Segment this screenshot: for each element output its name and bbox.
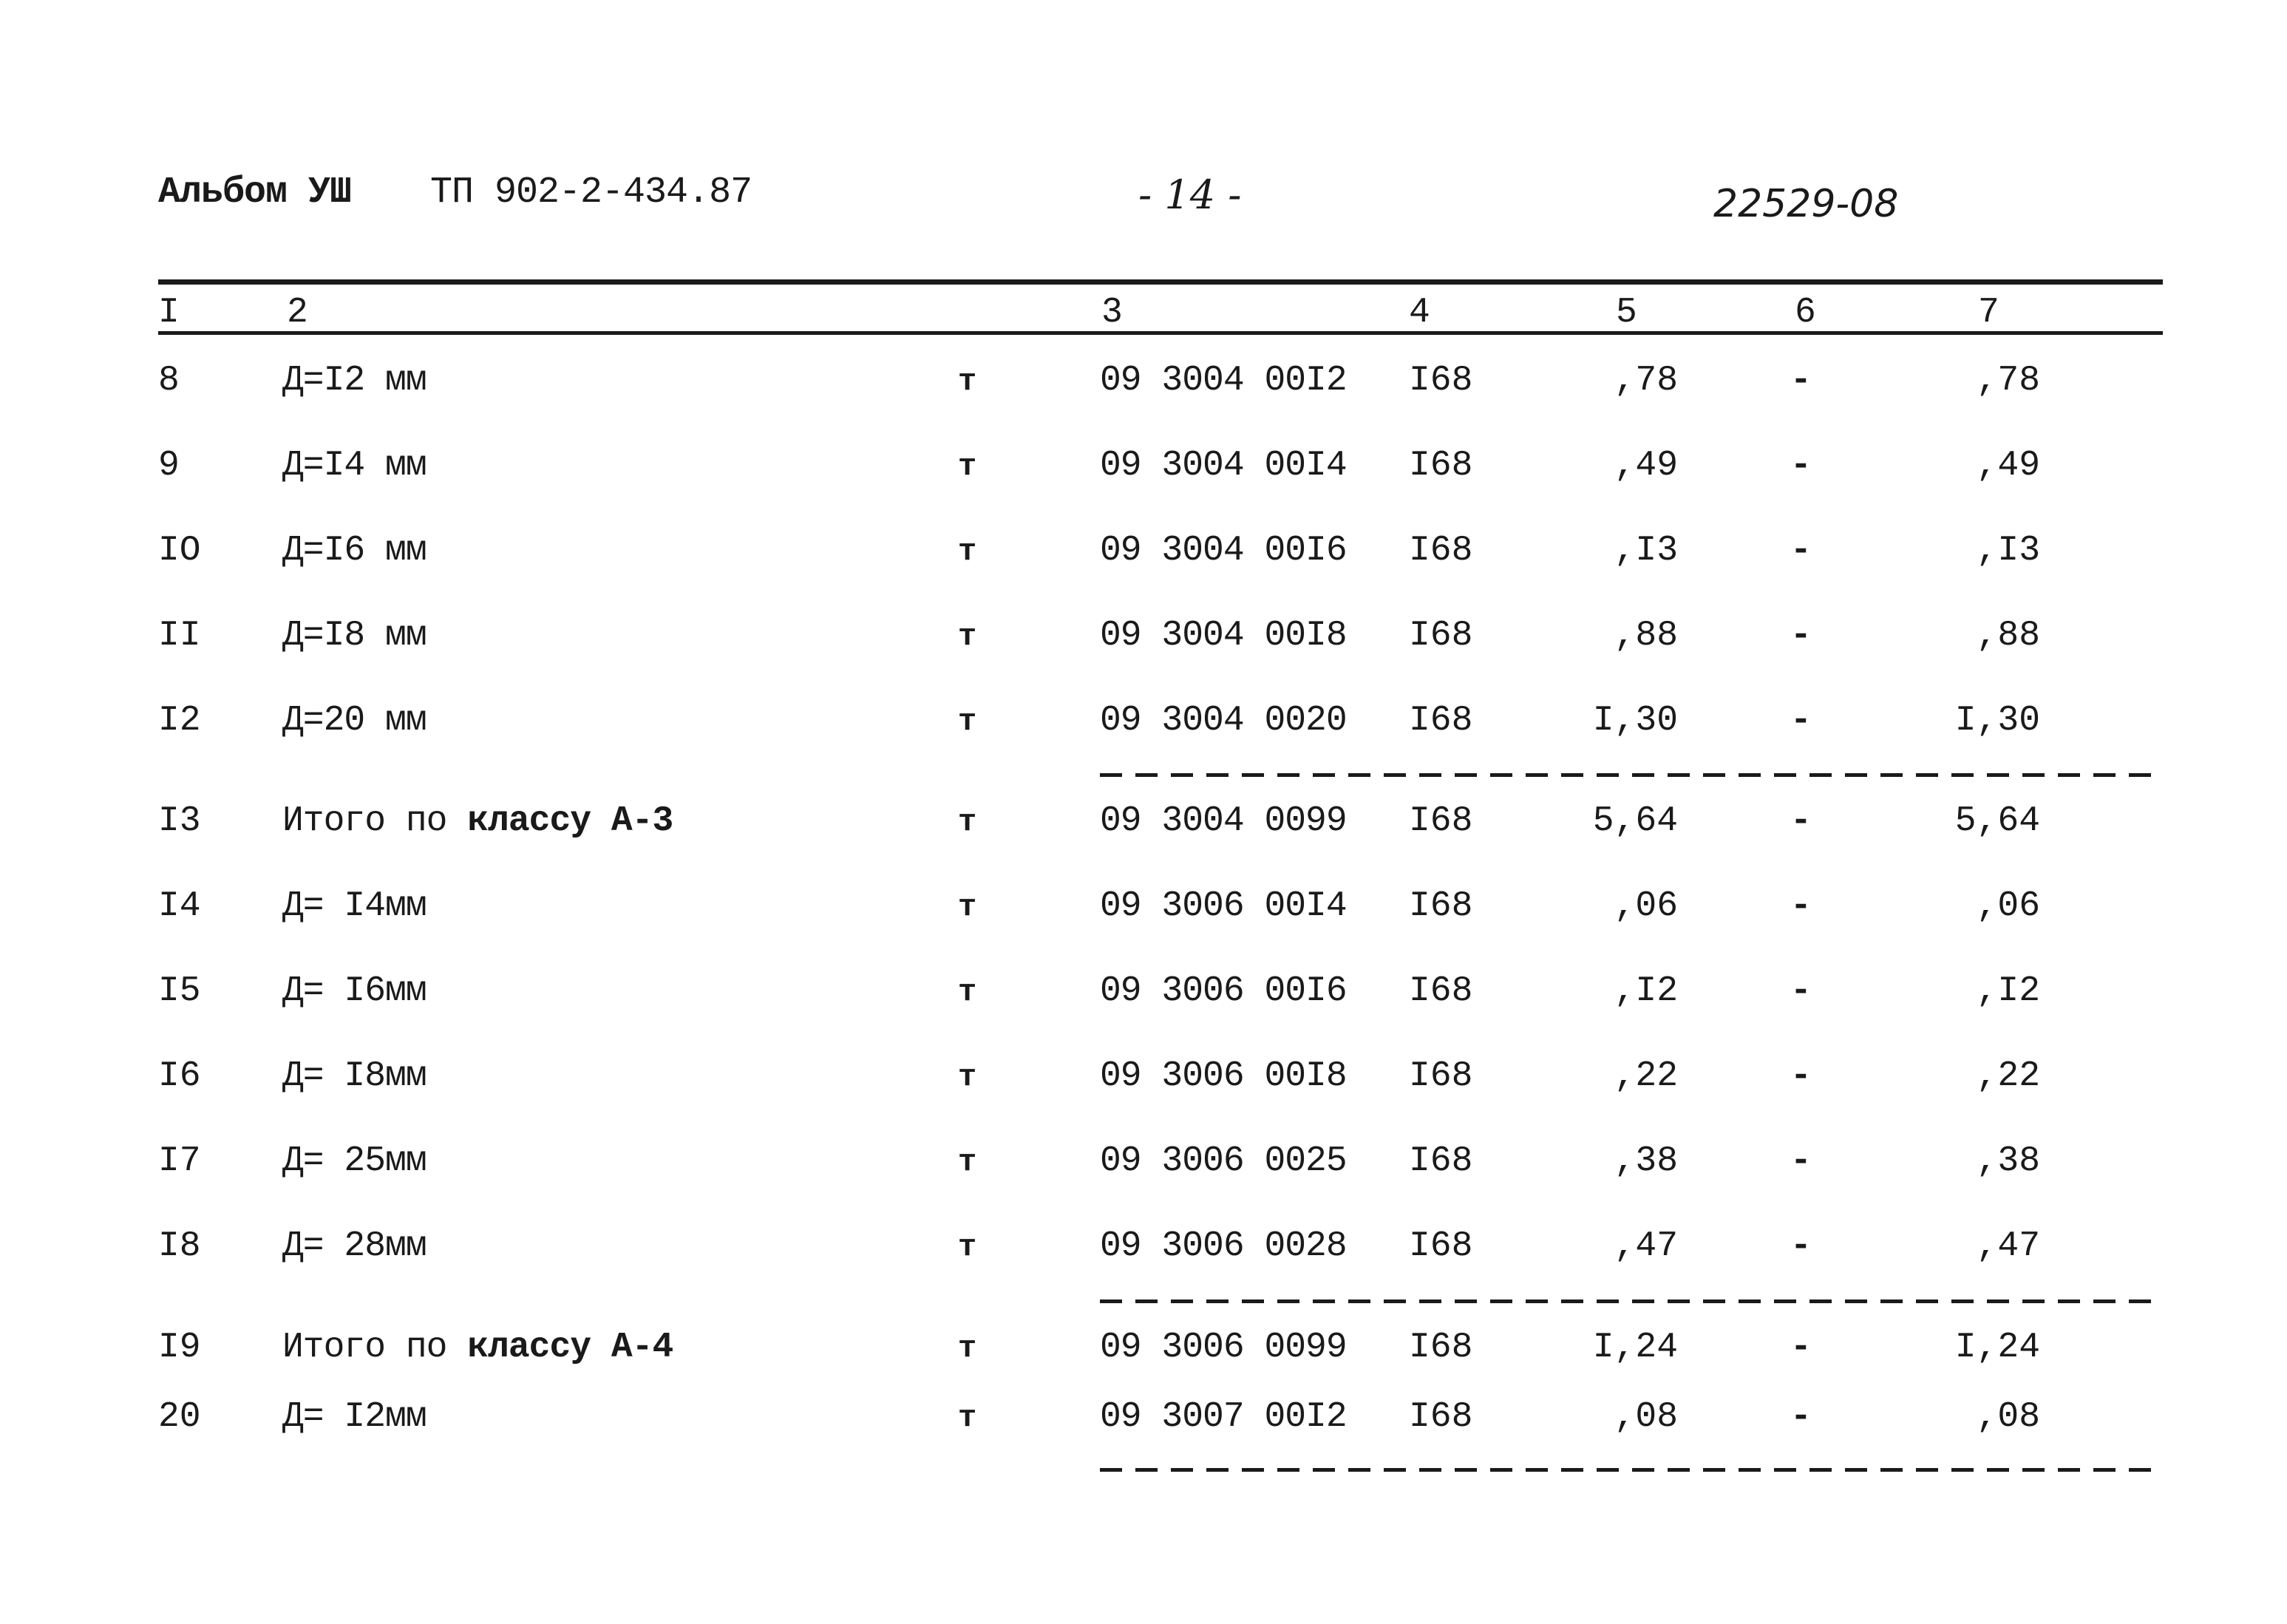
item-name: Д= 28мм — [282, 1226, 427, 1266]
item-name: Д= I2мм — [282, 1397, 427, 1437]
bottom-dashed-separator — [1100, 1468, 2154, 1472]
col7-value: I,24 — [1954, 1328, 2040, 1368]
col5-value: ,I3 — [1614, 531, 1678, 571]
col4-value: I68 — [1409, 361, 1473, 401]
column-header-3: 3 — [1101, 293, 1123, 333]
item-name: Д=20 мм — [282, 701, 427, 741]
row-number: I2 — [158, 701, 201, 741]
col5-value: ,78 — [1614, 361, 1678, 401]
unit: т — [958, 449, 977, 484]
col6-value: - — [1790, 446, 1812, 486]
unit: т — [958, 974, 977, 1010]
col5-value: ,22 — [1614, 1056, 1678, 1096]
column-header-4: 4 — [1409, 293, 1430, 333]
item-code: 09 3006 0028 — [1100, 1226, 1347, 1266]
col7-value: ,22 — [1976, 1056, 2040, 1096]
item-code: 09 3006 00I8 — [1100, 1056, 1347, 1096]
project-code: ТП 902-2-434.87 — [430, 171, 752, 214]
unit: т — [958, 1400, 977, 1436]
col7-value: ,38 — [1976, 1141, 2040, 1181]
col4-value: I68 — [1409, 886, 1473, 926]
col5-value: ,06 — [1614, 886, 1678, 926]
subtotal-class: классу А-3 — [467, 801, 673, 841]
col4-value: I68 — [1409, 971, 1473, 1011]
unit: т — [958, 1059, 977, 1095]
item-name: Д=I8 мм — [282, 616, 427, 656]
col6-value: - — [1790, 531, 1812, 571]
col6-value: - — [1790, 971, 1812, 1011]
row-number: 8 — [158, 361, 180, 401]
col7-value: ,08 — [1976, 1397, 2040, 1437]
col7-value: ,78 — [1976, 361, 2040, 401]
subtotal-dashed-separator — [1100, 1299, 2154, 1303]
item-code: 09 3004 0020 — [1100, 701, 1347, 741]
item-code: 09 3007 00I2 — [1100, 1397, 1347, 1437]
column-header-2: 2 — [287, 293, 308, 333]
table-row — [0, 1226, 2287, 1278]
col7-value: ,47 — [1976, 1226, 2040, 1266]
table-row — [0, 531, 2287, 582]
item-name: Д=I2 мм — [282, 361, 427, 401]
col4-value: I68 — [1409, 616, 1473, 656]
col6-value: - — [1790, 361, 1812, 401]
col7-value: ,I3 — [1976, 531, 2040, 571]
document-number: 22529-08 — [1713, 182, 1899, 226]
table-row-subtotal — [0, 1328, 2287, 1379]
table-row — [0, 1056, 2287, 1108]
table-row — [0, 886, 2287, 938]
table-row — [0, 1397, 2287, 1449]
album-label: Альбом УШ — [158, 171, 352, 214]
item-code: 09 3004 00I8 — [1100, 616, 1347, 656]
col5-value: ,I2 — [1614, 971, 1678, 1011]
page-number: - 14 - — [1138, 171, 1242, 218]
row-number: I7 — [158, 1141, 201, 1181]
row-number: II — [158, 616, 201, 656]
table-row — [0, 361, 2287, 412]
subtotal-label: Итого по — [282, 801, 468, 841]
row-number: I5 — [158, 971, 201, 1011]
unit: т — [958, 804, 977, 840]
item-name: Д= I4мм — [282, 886, 427, 926]
item-code: 09 3006 0099 — [1100, 1328, 1347, 1368]
row-number: 20 — [158, 1397, 201, 1437]
col7-value: ,88 — [1976, 616, 2040, 656]
table-top-rule — [158, 279, 2163, 285]
col7-value: ,49 — [1976, 446, 2040, 486]
row-number: I8 — [158, 1226, 201, 1266]
column-header-7: 7 — [1978, 293, 1999, 333]
item-name: Д= 25мм — [282, 1141, 427, 1181]
row-number: IO — [158, 531, 201, 571]
col6-value: - — [1790, 1328, 1812, 1368]
col6-value: - — [1790, 1226, 1812, 1266]
unit: т — [958, 1331, 977, 1366]
item-code: 09 3006 00I4 — [1100, 886, 1347, 926]
item-code: 09 3004 00I4 — [1100, 446, 1347, 486]
subtotal-dashed-separator — [1100, 773, 2154, 777]
col4-value: I68 — [1409, 1328, 1473, 1368]
unit: т — [958, 1229, 977, 1265]
unit: т — [958, 619, 977, 654]
column-header-1: I — [158, 293, 180, 333]
col6-value: - — [1790, 801, 1812, 841]
col5-value: I,30 — [1592, 701, 1678, 741]
column-header-rule — [158, 331, 2163, 335]
item-name: Д=I4 мм — [282, 446, 427, 486]
item-code: 09 3004 00I6 — [1100, 531, 1347, 571]
col5-value: 5,64 — [1592, 801, 1678, 841]
item-code: 09 3004 0099 — [1100, 801, 1347, 841]
col4-value: I68 — [1409, 801, 1473, 841]
col5-value: ,08 — [1614, 1397, 1678, 1437]
col6-value: - — [1790, 1056, 1812, 1096]
col4-value: I68 — [1409, 701, 1473, 741]
item-code: 09 3004 00I2 — [1100, 361, 1347, 401]
col6-value: - — [1790, 616, 1812, 656]
col5-value: ,49 — [1614, 446, 1678, 486]
item-name — [282, 801, 673, 841]
row-number: I3 — [158, 801, 201, 841]
item-name: Д= I6мм — [282, 971, 427, 1011]
col7-value: ,06 — [1976, 886, 2040, 926]
unit: т — [958, 1144, 977, 1180]
table-row — [0, 616, 2287, 667]
column-header-5: 5 — [1616, 293, 1637, 333]
unit: т — [958, 534, 977, 569]
column-header-6: 6 — [1795, 293, 1816, 333]
col5-value: ,38 — [1614, 1141, 1678, 1181]
col6-value: - — [1790, 1397, 1812, 1437]
col5-value: I,24 — [1592, 1328, 1678, 1368]
col4-value: I68 — [1409, 1397, 1473, 1437]
unit: т — [958, 889, 977, 925]
col4-value: I68 — [1409, 446, 1473, 486]
item-name: Д=I6 мм — [282, 531, 427, 571]
unit: т — [958, 704, 977, 739]
item-code: 09 3006 0025 — [1100, 1141, 1347, 1181]
table-row — [0, 971, 2287, 1023]
unit: т — [958, 364, 977, 399]
row-number: I9 — [158, 1328, 201, 1368]
row-number: 9 — [158, 446, 180, 486]
col6-value: - — [1790, 1141, 1812, 1181]
table-row — [0, 1141, 2287, 1193]
col6-value: - — [1790, 886, 1812, 926]
table-row — [0, 446, 2287, 497]
subtotal-label: Итого по — [282, 1328, 468, 1368]
item-code: 09 3006 00I6 — [1100, 971, 1347, 1011]
col5-value: ,88 — [1614, 616, 1678, 656]
col6-value: - — [1790, 701, 1812, 741]
subtotal-class: классу А-4 — [467, 1328, 673, 1368]
item-name: Д= I8мм — [282, 1056, 427, 1096]
col4-value: I68 — [1409, 1141, 1473, 1181]
col7-value: 5,64 — [1954, 801, 2040, 841]
table-row-subtotal — [0, 801, 2287, 853]
table-row — [0, 701, 2287, 752]
col5-value: ,47 — [1614, 1226, 1678, 1266]
row-number: I4 — [158, 886, 201, 926]
item-name — [282, 1328, 673, 1368]
row-number: I6 — [158, 1056, 201, 1096]
col7-value: ,I2 — [1976, 971, 2040, 1011]
col7-value: I,30 — [1954, 701, 2040, 741]
col4-value: I68 — [1409, 1226, 1473, 1266]
col4-value: I68 — [1409, 531, 1473, 571]
col4-value: I68 — [1409, 1056, 1473, 1096]
